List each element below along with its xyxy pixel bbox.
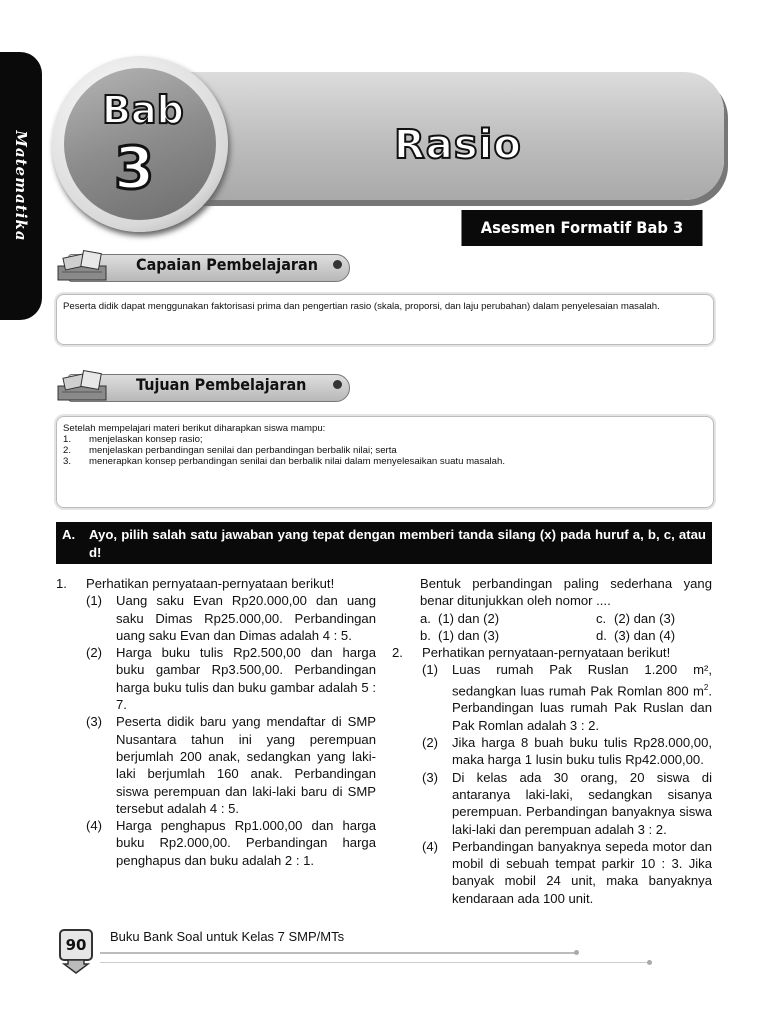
footer-divider <box>100 952 578 954</box>
right-column <box>392 575 712 907</box>
option-text[interactable]: (3) dan (4) <box>614 627 676 643</box>
option-text[interactable]: (1) dan (2) <box>438 610 500 626</box>
option-letter[interactable]: d. <box>596 627 607 643</box>
question-1: 1. Perhatikan pernyataan-pernyataan berikut! (1) Uang saku Evan Rp20.000,00 dan uang saku Dimas Rp25.000,00. Perbandingan uang saku Evan dan Dimas adalah 4 : 5. (2) Harga buku tulis Rp2.500,00 dan harga buku gambar Rp3.500,00. Perbandingan harga buku tulis dan buku gambar adalah 5 : 7. (3) Peserta didik baru yang mendaftar di SMP Nusantara tahun ini yang perempuan berjumlah 200 anak, sedangkan yang laki-laki berjumlah 160 anak. Perbandingan siswa perempuan dan laki-laki baru di SMP tersebut adalah 4 : 5. (4) Harga penghapus Rp1.000,00 dan harga buku Rp2.000,00. Perbandingan harga penghapus dan buku adalah 2 : 1. <box>56 576 376 868</box>
capaian-heading-label: Capaian Pembelajaran <box>136 255 319 274</box>
list-item: 1. menjelaskan konsep rasio; <box>63 434 203 445</box>
side-tab-label: Matematika <box>12 130 30 242</box>
chapter-title: Rasio <box>394 122 522 168</box>
page-number-badge <box>58 928 94 972</box>
option-letter[interactable]: b. <box>420 627 431 643</box>
bab-number: 3 <box>114 134 155 202</box>
statement-item: (1) Uang saku Evan Rp20.000,00 dan uang saku Dimas Rp25.000,00. Perbandingan uang saku Evan dan Dimas adalah 4 : 5. <box>86 593 376 643</box>
capaian-heading <box>56 250 348 282</box>
bab-word: Bab <box>102 88 184 132</box>
tujuan-heading-label: Tujuan Pembelajaran <box>136 375 307 394</box>
option-letter[interactable]: a. <box>420 610 431 626</box>
left-column <box>56 575 376 869</box>
statement-item: (3) Di kelas ada 30 orang, 20 siswa di antaranya laki-laki, sedangkan sisanya perempuan. Perbandingan banyaknya siswa laki-laki dan perempuan adalah 3 : 2. <box>422 769 712 837</box>
tujuan-heading <box>56 370 348 402</box>
list-item: 3. menerapkan konsep perbandingan senilai dan berbalik nilai dalam menyelesaikan suatu masalah. <box>63 456 505 467</box>
statement-item: (2) Harga buku tulis Rp2.500,00 dan harga buku gambar Rp3.500,00. Perbandingan harga buku tulis dan buku gambar adalah 5 : 7. <box>86 645 376 713</box>
book-title: Buku Bank Soal untuk Kelas 7 SMP/MTs <box>110 929 345 944</box>
option-text[interactable]: (2) dan (3) <box>614 610 676 626</box>
statement-item: (2) Jika harga 8 buah buku tulis Rp28.000,00, maka harga 1 lusin buku tulis Rp42.000,00. <box>422 735 712 768</box>
answer-options <box>420 610 712 645</box>
books-icon <box>56 250 118 282</box>
section-instruction-text: Ayo, pilih salah satu jawaban yang tepat dengan memberi tanda silang (x) pada huruf a, b, c, atau d! <box>89 527 706 560</box>
books-icon <box>56 370 118 402</box>
option-text[interactable]: (1) dan (3) <box>438 627 500 643</box>
page-number: 90 <box>65 936 87 954</box>
assessment-subtitle: Asesmen Formatif Bab 3 <box>461 210 702 246</box>
option-letter[interactable]: c. <box>596 610 607 626</box>
question-2: 2. Perhatikan pernyataan-pernyataan berikut! (1) Luas rumah Pak Ruslan 1.200 m², sedangkan luas rumah Pak Romlan 800 $m^2$. Perbandingan luas rumah Pak Ruslan dan Pak Romlan adalah 3 : 2. (2) Jika harga 8 buah buku tulis Rp28.000,00, maka harga 1 lusin buku tulis Rp42.000,00. (3) Di kelas ada 30 orang, 20 siswa di antaranya laki-laki, sedangkan sisanya perempuan. Perbandingan banyaknya siswa laki-laki dan perempuan adalah 3 : 2. (4) Perbandingan banyaknya sepeda motor dan mobil di sebuah tempat parkir 10 : 3. Jika banyak mobil 24 unit, maka banyaknya kendaraan ada 100 unit. <box>392 645 712 906</box>
statement-item: (4) Harga penghapus Rp1.000,00 dan harga buku Rp2.000,00. Perbandingan harga penghapus dan buku adalah 2 : 1. <box>86 818 376 868</box>
tujuan-intro: Setelah mempelajari materi berikut diharapkan siswa mampu: <box>63 423 326 434</box>
section-letter: A. <box>62 527 76 542</box>
question-stem: Perhatikan pernyataan-pernyataan berikut! <box>422 645 671 661</box>
side-tab <box>0 52 42 320</box>
statement-item: (1) Luas rumah Pak Ruslan 1.200 m², sedangkan luas rumah Pak Romlan 800 $m^2$. Perbandingan luas rumah Pak Ruslan dan Pak Romlan adalah 3 : 2. <box>422 662 712 733</box>
question-closing: Bentuk perbandingan paling sederhana yang benar ditunjukkan oleh nomor .... <box>420 576 712 609</box>
footer-divider-2 <box>100 962 650 963</box>
capaian-box <box>56 294 714 345</box>
list-item: 2. menjelaskan perbandingan senilai dan perbandingan berbalik nilai; serta <box>63 445 397 456</box>
capaian-text: Peserta didik dapat menggunakan faktorisasi prima dan pengertian rasio (skala, proporsi, dan laju perubahan) dalam penyelesaian masalah. <box>63 301 660 312</box>
question-stem: Perhatikan pernyataan-pernyataan berikut! <box>86 576 335 591</box>
statement-item: (4) Perbandingan banyaknya sepeda motor dan mobil di sebuah tempat parkir 10 : 3. Jika banyak mobil 24 unit, maka banyaknya kendaraan ada 100 unit. <box>422 838 712 906</box>
statement-item: (3) Peserta didik baru yang mendaftar di SMP Nusantara tahun ini yang perempuan berjumlah 200 anak, sedangkan yang laki-laki berjumlah 160 anak. Perbandingan siswa perempuan dan laki-laki baru di SMP tersebut adalah 4 : 5. <box>86 714 376 816</box>
tujuan-list <box>63 434 707 467</box>
section-a-instruction <box>56 522 712 564</box>
tujuan-box <box>56 416 714 508</box>
